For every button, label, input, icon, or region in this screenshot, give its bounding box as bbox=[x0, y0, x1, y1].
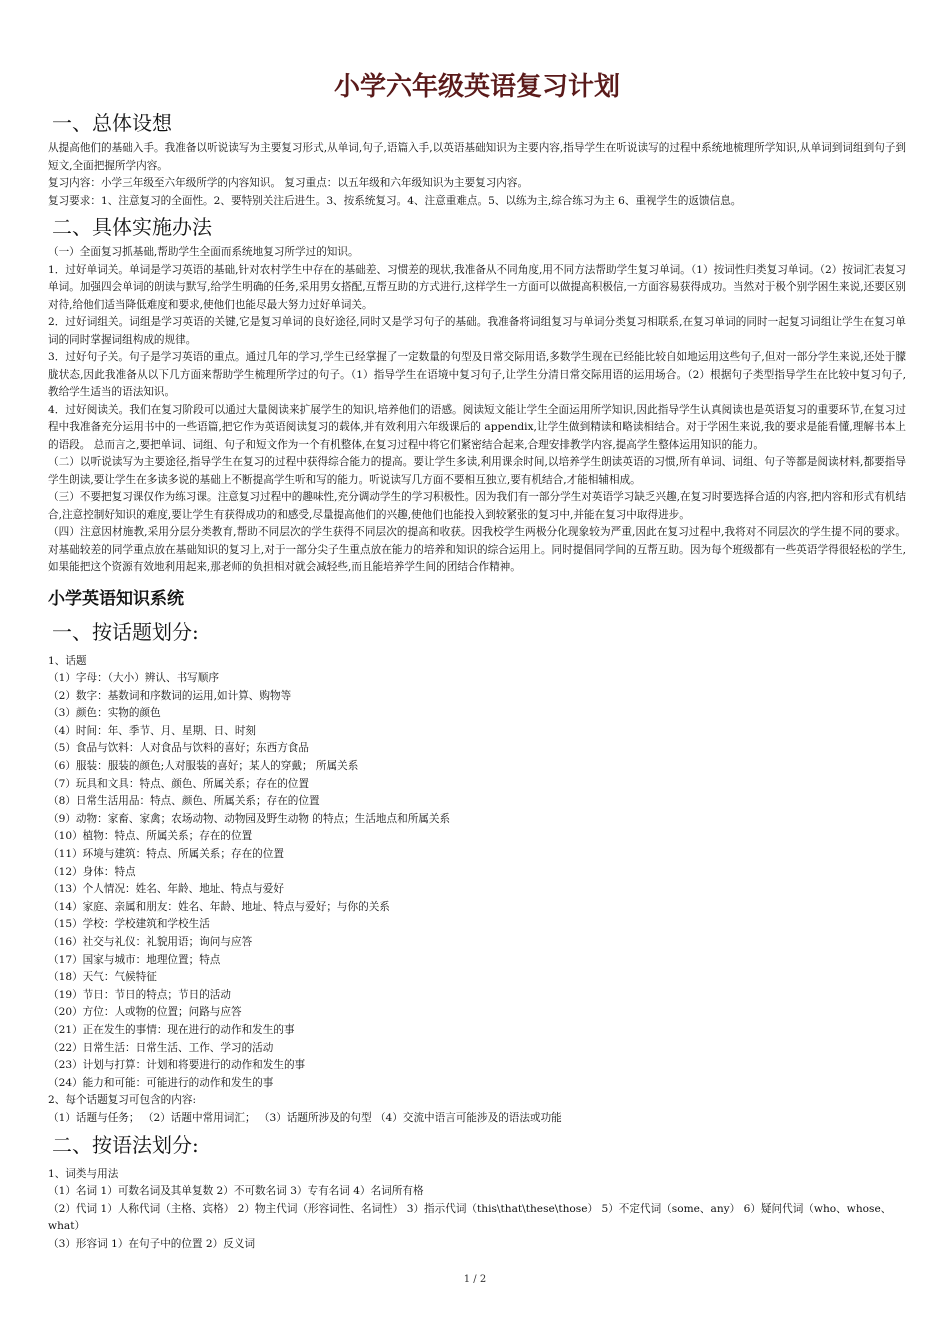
paragraph: 4．过好阅读关。我们在复习阶段可以通过大量阅读来扩展学生的知识,培养他们的语感。阅读短文能让学生全面运用所学知识,因此指导学生认真阅读也是英语复习的重要环节,在复习过程中我准备充分运用书中的一些语篇,把它作为英语阅读复习的载体,并有效利用六年级课后的 appendix,让学生做到精读和略读相结合。对于学困生来说,我的要求是能看懂,理解书本上的语段。 总而言之,要把单词、词组、句子和短文作为一个有机整体,在复习过程中将它们紧密结合起来,合理安排教学内容,提高学生整体运用知识的能力。 bbox=[48, 403, 906, 451]
list-item: （20）方位：人或物的位置；问路与应答 bbox=[48, 1006, 242, 1019]
list-item: （19）节日：节日的特点；节日的活动 bbox=[48, 988, 231, 1001]
paragraph: 3．过好句子关。句子是学习英语的重点。通过几年的学习,学生已经掌握了一定数量的句型及日常交际用语,多数学生现在已经能比较自如地运用这些句子,但对一部分学生来说,还处于朦胧状态,因此我准备从以下几方面来帮助学生梳理所学过的句子。（1）指导学生在语境中复习句子,让学生分清日常交际用语的运用场合。（2）根据句子类型指导学生在比较中复习句子,教给学生适当的语法知识。 bbox=[48, 351, 906, 398]
paragraph: 2．过好词组关。词组是学习英语的关键,它是复习单词的良好途径,同时又是学习句子的基础。我准备将词组复习与单词分类复习相联系,在复习单词的同时一起复习词组让学生在复习单词的同时掌握词组构成的规律。 bbox=[48, 316, 906, 346]
list-item: （11）环境与建筑：特点、所属关系；存在的位置 bbox=[48, 848, 284, 861]
list-item: （1）话题与任务； （2）话题中常用词汇； （3）话题所涉及的句型 （4）交流中语言可能涉及的语法或功能 bbox=[48, 1111, 562, 1124]
list-item: （18）天气：气候特征 bbox=[48, 971, 157, 984]
paragraph: 复习内容：小学三年级至六年级所学的内容知识。 复习重点：以五年级和六年级知识为主要复习内容。 bbox=[48, 177, 529, 189]
list-item: （1）名词 1）可数名词及其单复数 2）不可数名词 3）专有名词 4）名词所有格 bbox=[48, 1185, 424, 1198]
paragraph: （二）以听说读写为主要途径,指导学生在复习的过程中获得综合能力的提高。要让学生多读,利用课余时间,以培养学生朗读英语的习惯,所有单词、词组、句子等都是阅读材料,都要指导学生朗读,要让学生在多读多说的基础上不断提高学生听和写的能力。听说读写几方面不要相互独立,要有机结合,才能相辅相成。 bbox=[48, 456, 906, 486]
paragraph: 复习要求：1、注意复习的全面性。2、要特别关注后进生。3、按系统复习。4、注意重难点。5、以练为主,综合练习为主 6、重视学生的返馈信息。 bbox=[48, 194, 742, 207]
paragraph: （三）不要把复习课仅作为练习课。注意复习过程中的趣味性,充分调动学生的学习积极性。因为我们有一部分学生对英语学习缺乏兴趣,在复习时要选择合适的内容,把内容和形式有机结合,注意控制好知识的难度,要让学生有获得成功的和感受,尽量提高他们的兴趣,使他们也能投入到较紧张的复习中,并能在复习中取得进步。 bbox=[48, 491, 906, 521]
paragraph: 1．过好单词关。单词是学习英语的基础,针对农村学生中存在的基础差、习惯差的现状,我准备从不同角度,用不同方法帮助学生复习单词。（1）按词性归类复习单词。（2）按词汇表复习单词。加强四会单词的朗读与默写,给学生明确的任务,采用男女搭配,互帮互助的方式进行,这样学生一方面可以做提高积极信,一方面容易获得成功。当然对于极个别学困生来说,还要区别对待,给他们适当降低难度和要求,使他们也能尽最大努力过好单词关。 bbox=[48, 263, 906, 311]
document-title: 小学六年级英语复习计划 bbox=[333, 72, 620, 102]
list-item: （14）家庭、亲属和朋友：姓名、年龄、地址、特点与爱好；与你的关系 bbox=[48, 900, 390, 913]
list-item: （12）身体：特点 bbox=[48, 865, 136, 878]
list-item: （7）玩具和文具：特点、颜色、所属关系；存在的位置 bbox=[48, 777, 309, 790]
list-item: （16）社交与礼仪：礼貌用语；询问与应答 bbox=[48, 936, 253, 948]
list-item: 1、话题 bbox=[48, 654, 87, 667]
list-item: （2）数字：基数词和序数词的运用,如计算、购物等 bbox=[48, 689, 292, 702]
list-item: 1、词类与用法 bbox=[48, 1167, 119, 1180]
list-item: （2）代词 1）人称代词（主格、宾格） 2）物主代词（形容词性、名词性） 3）指示代词（this\that\these\those） 5）不定代词（some、any） 6）疑问代词（who、whose、what） bbox=[48, 1202, 892, 1233]
list-item: （5）食品与饮料：人对食品与饮料的喜好；东西方食品 bbox=[48, 742, 309, 755]
list-item: （21）正在发生的事情：现在进行的动作和发生的事 bbox=[48, 1023, 295, 1036]
section-heading-methods: 二、具体实施办法 bbox=[52, 215, 212, 239]
list-item: （15）学校：学校建筑和学校生活 bbox=[48, 918, 210, 931]
section-heading-overall: 一、总体设想 bbox=[52, 111, 172, 135]
paragraph: 从提高他们的基础入手。我准备以听说读写为主要复习形式,从单词,句子,语篇入手,以英语基础知识为主要内容,指导学生在听说读写的过程中系统地梳理所学知识,从单词到词组到句子到短文,全面把握所学内容。 bbox=[48, 142, 906, 172]
section-heading-grammar: 二、按语法划分: bbox=[52, 1132, 199, 1157]
paragraph: （一）全面复习抓基础,帮助学生全面而系统地复习所学过的知识。 bbox=[48, 246, 359, 258]
list-item: （3）颜色：实物的颜色 bbox=[48, 707, 161, 720]
list-item: （23）计划与打算：计划和将要进行的动作和发生的事 bbox=[48, 1059, 306, 1072]
list-item: （1）字母：（大小）辨认、书写顺序 bbox=[48, 672, 219, 685]
list-item: （8）日常生活用品：特点、颜色、所属关系；存在的位置 bbox=[48, 795, 320, 808]
paragraph: （四）注意因材施教,采用分层分类教育,帮助不同层次的学生获得不同层次的提高和收获。因我校学生两极分化现象较为严重,因此在复习过程中,我将对不同层次的学生提不同的要求。对基础较差的同学重点放在基础知识的复习上,对于一部分尖子生重点放在能力的培养和知识的综合运用上。同时提倡同学间的互帮互助。因为每个班级都有一些英语学得很轻松的学生,如果能把这个资源有效地利用起来,那老师的负担相对就会减轻些,而且能培养学生间的团结合作精神。 bbox=[48, 526, 906, 573]
document-page bbox=[48, 70, 906, 1254]
knowledge-system-title: 小学英语知识系统 bbox=[48, 588, 184, 609]
list-item: （13）个人情况：姓名、年龄、地址、特点与爱好 bbox=[48, 883, 284, 896]
list-item: （24）能力和可能：可能进行的动作和发生的事 bbox=[48, 1076, 274, 1089]
list-item: （6）服装：服装的颜色;人对服装的喜好；某人的穿戴； 所属关系 bbox=[48, 760, 359, 773]
list-item: （9）动物：家畜、家禽；农场动物、动物园及野生动物 的特点；生活地点和所属关系 bbox=[48, 812, 451, 825]
list-item: （4）时间：年、季节、月、星期、日、时刻 bbox=[48, 724, 257, 737]
list-item: 2、每个话题复习可包含的内容: bbox=[48, 1094, 197, 1107]
section-heading-topics: 一、按话题划分: bbox=[52, 619, 199, 644]
list-item: （10）植物：特点、所属关系；存在的位置 bbox=[48, 830, 253, 843]
page-number: 1 / 2 bbox=[463, 1274, 487, 1285]
list-item: （17）国家与城市：地理位置；特点 bbox=[48, 953, 221, 966]
list-item: （22）日常生活：日常生活、工作、学习的活动 bbox=[48, 1041, 274, 1054]
list-item: （3）形容词 1）在句子中的位置 2）反义词 bbox=[48, 1237, 256, 1250]
